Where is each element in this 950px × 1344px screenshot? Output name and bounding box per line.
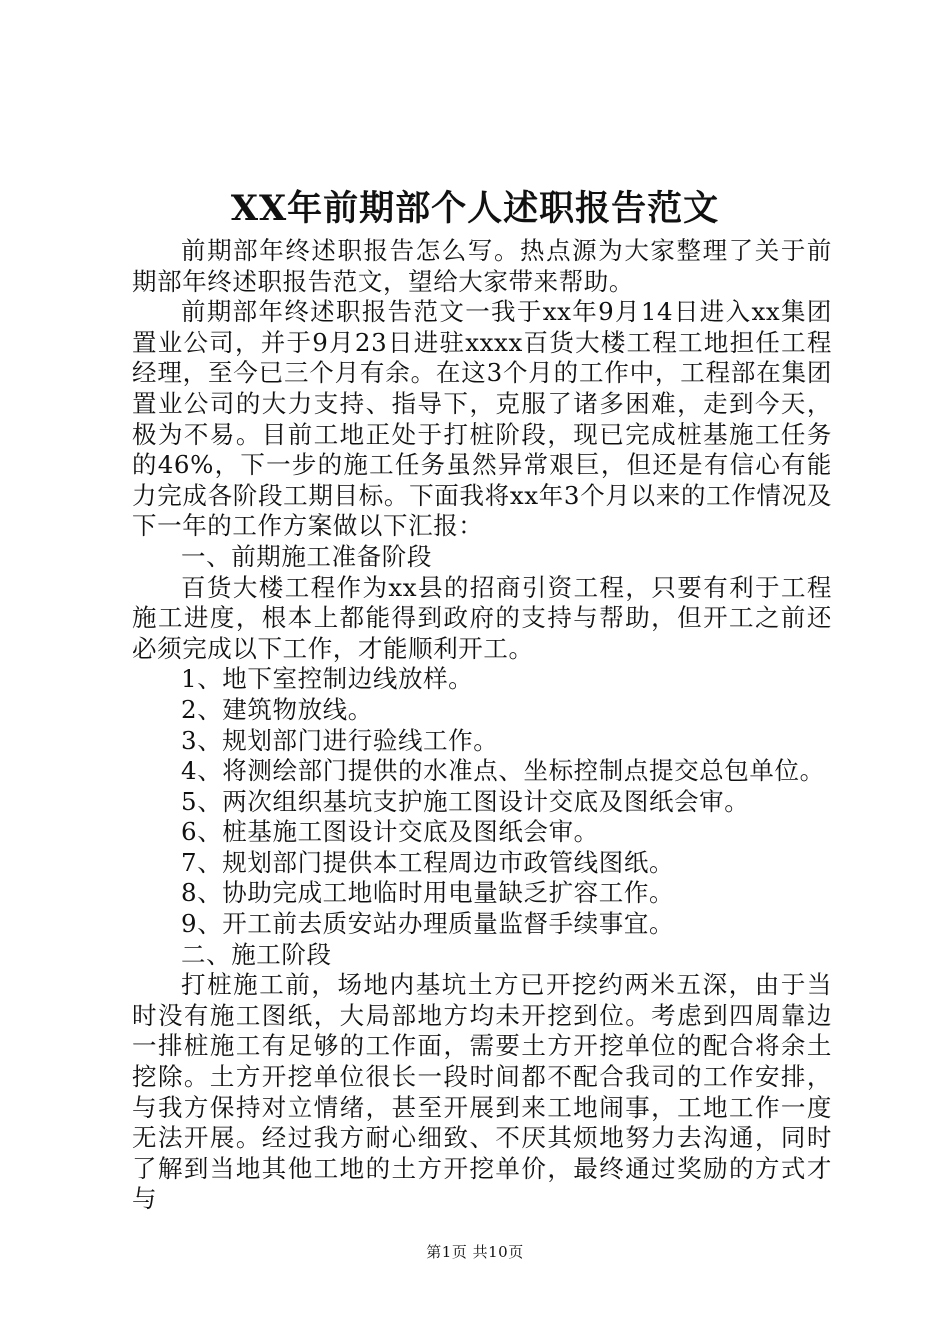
document-title: XX年前期部个人述职报告范文 bbox=[230, 188, 720, 229]
list-item-2: 2、建筑物放线。 bbox=[181, 694, 373, 724]
section-heading-construction: 二、施工阶段 bbox=[181, 939, 332, 969]
paragraph-preparation: 百货大楼工程作为xx县的招商引资工程，只要有利于工程施工进度，根本上都能得到政府的支持与帮助，但开工之前还必须完成以下工作，才能顺利开工。 bbox=[132, 572, 832, 663]
page-footer: 第1页 共10页 bbox=[426, 1243, 524, 1261]
paragraph-intro: 前期部年终述职报告怎么写。热点源为大家整理了关于前期部年终述职报告范文，望给大家带来帮助。 bbox=[132, 236, 832, 296]
list-item-4: 4、将测绘部门提供的水准点、坐标控制点提交总包单位。 bbox=[181, 756, 825, 786]
section-heading-preparation: 一、前期施工准备阶段 bbox=[181, 541, 432, 571]
list-item-5: 5、两次组织基坑支护施工图设计交底及图纸会审。 bbox=[181, 786, 750, 816]
paragraph-sample-one: 前期部年终述职报告范文一我于xx年9月14日进入xx集团置业公司，并于9月23日进驻xxxx百货大楼工程工地担任工程经理，至今已三个月有余。在这3个月的工作中，工程部在集团置业公司的大力支持、指导下，克服了诸多困难，走到今天，极为不易。目前工地正处于打桩阶段，现已完成桩基施工任务的46%，下一步的施工任务虽然异常艰巨，但还是有信心有能力完成各阶段工期目标。下面我将xx年3个月以来的工作情况及下一年的工作方案做以下汇报： bbox=[132, 297, 832, 541]
document-body bbox=[132, 236, 832, 1215]
list-item-6: 6、桩基施工图设计交底及图纸会审。 bbox=[181, 817, 599, 847]
paragraph-construction: 打桩施工前，场地内基坑土方已开挖约两米五深，由于当时没有施工图纸，大局部地方均未开挖到位。考虑到四周靠边一排桩施工有足够的工作面，需要土方开挖单位的配合将余土挖除。土方开挖单位很长一段时间都不配合我司的工作安排，与我方保持对立情绪，甚至开展到来工地闹事，工地工作一度无法开展。经过我方耐心细致、不厌其烦地努力去沟通，同时了解到当地其他工地的土方开挖单价，最终通过奖励的方式才与 bbox=[132, 970, 832, 1214]
list-item-3: 3、规划部门进行验线工作。 bbox=[181, 725, 499, 755]
list-item-7: 7、规划部门提供本工程周边市政管线图纸。 bbox=[181, 847, 675, 877]
list-item-8: 8、协助完成工地临时用电量缺乏扩容工作。 bbox=[181, 878, 675, 908]
list-item-1: 1、地下室控制边线放样。 bbox=[181, 664, 474, 694]
list-item-9: 9、开工前去质安站办理质量监督手续事宜。 bbox=[181, 909, 675, 939]
